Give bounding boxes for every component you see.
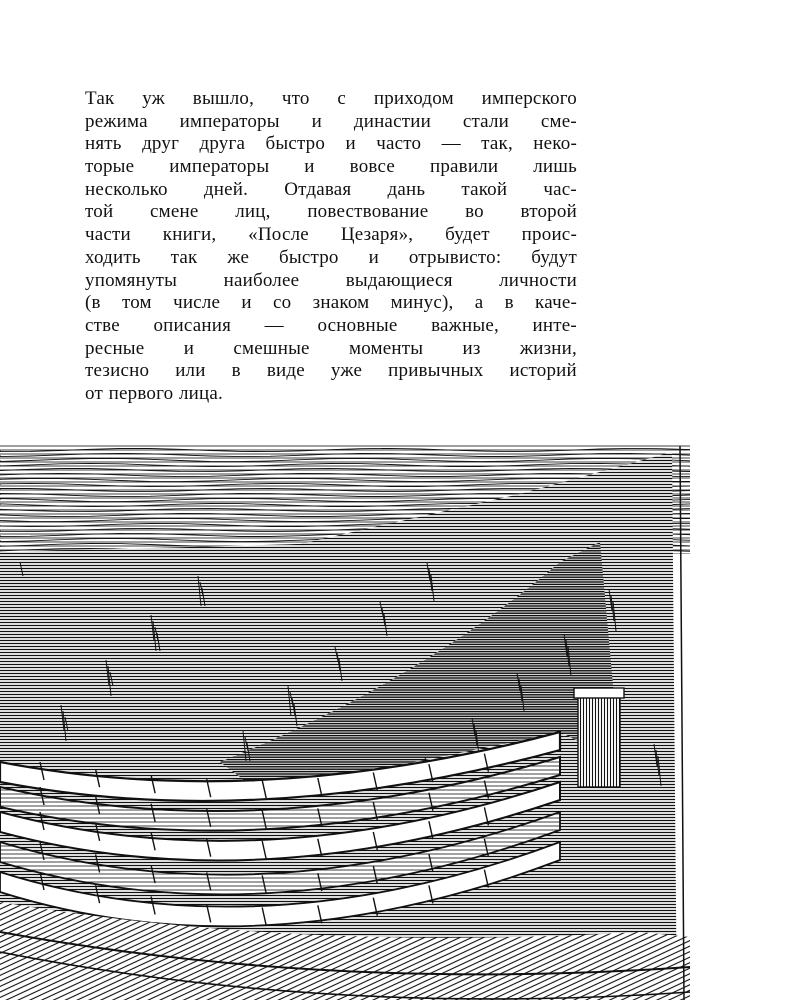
paragraph-word: знаком	[312, 292, 370, 314]
paragraph-word: друга	[199, 133, 246, 155]
paragraph-word: второй	[520, 201, 577, 223]
paragraph-word: правили	[429, 156, 499, 178]
paragraph-word: Цезаря»,	[340, 224, 414, 246]
paragraph-word: имперского	[481, 88, 577, 109]
paragraph-word: что	[281, 88, 310, 109]
paragraph-word: личности	[499, 269, 577, 291]
body-paragraph	[85, 88, 577, 406]
paragraph-word: приходом	[373, 88, 454, 109]
paragraph-word: вовсе	[349, 156, 395, 178]
paragraph-word: в	[231, 360, 241, 382]
paragraph-word: так	[170, 246, 198, 268]
paragraph-word: числе	[173, 292, 221, 314]
paragraph-word: уже	[330, 360, 363, 382]
paragraph-word: неко-	[533, 133, 577, 155]
paragraph-word: лица.	[179, 382, 224, 404]
paragraph-word: династии	[353, 110, 431, 132]
paragraph-line	[85, 360, 577, 383]
paragraph-word: и	[183, 337, 195, 359]
paragraph-word: описания	[153, 314, 232, 336]
paragraph-line	[85, 315, 577, 338]
paragraph-word: и	[345, 133, 356, 155]
paragraph-word: лишь	[533, 156, 577, 178]
paragraph-word: такой	[461, 178, 508, 200]
paragraph-word: смене	[150, 201, 199, 223]
paragraph-word: каче-	[535, 292, 577, 314]
engraving-pillar	[578, 692, 620, 787]
paragraph-word: и	[241, 292, 252, 314]
paragraph-word: важные,	[431, 314, 499, 336]
paragraph-word: в	[504, 292, 514, 314]
paragraph-word: нять	[85, 133, 122, 155]
paragraph-word: выдающиеся	[345, 269, 453, 291]
paragraph-word: стве	[85, 314, 120, 336]
paragraph-word: с	[337, 88, 347, 109]
paragraph-word: Отдавая	[284, 178, 352, 200]
paragraph-line	[85, 201, 577, 224]
engraving-ancient-theatre-ruins-icon	[0, 432, 690, 1000]
paragraph-word: от	[85, 382, 103, 404]
paragraph-line	[85, 88, 577, 111]
paragraph-word: привычных	[388, 360, 484, 382]
paragraph-word: торые	[85, 156, 135, 178]
paragraph-line	[85, 111, 577, 134]
paragraph-word: и	[311, 110, 322, 132]
paragraph-word: первого	[108, 382, 174, 404]
paragraph-word: упомянуты	[85, 269, 178, 291]
paragraph-word: и	[368, 246, 379, 268]
paragraph-word: сме-	[540, 110, 577, 132]
paragraph-word: той	[85, 201, 114, 223]
paragraph-word: инте-	[532, 314, 577, 336]
paragraph-line	[85, 179, 577, 202]
paragraph-word: во	[465, 201, 484, 223]
paragraph-word: лиц,	[235, 201, 271, 223]
paragraph-word: несколько	[85, 178, 168, 200]
paragraph-word: —	[264, 314, 284, 336]
paragraph-line	[85, 270, 577, 293]
paragraph-word: (в	[85, 292, 101, 314]
paragraph-word: минус),	[390, 292, 454, 314]
paragraph-word: том	[121, 292, 152, 314]
paragraph-word: вышло,	[192, 88, 255, 109]
paragraph-line	[85, 247, 577, 270]
paragraph-word: стали	[462, 110, 510, 132]
paragraph-word: моменты	[348, 337, 424, 359]
paragraph-line	[85, 338, 577, 361]
paragraph-word: будет	[445, 224, 490, 246]
paragraph-word: основные	[317, 314, 398, 336]
paragraph-line	[85, 133, 577, 156]
paragraph-word: часто	[376, 133, 422, 155]
paragraph-word: наиболее	[223, 269, 300, 291]
paragraph-word: дней.	[203, 178, 249, 200]
paragraph-word: историй	[509, 360, 577, 382]
paragraph-word: Так	[85, 88, 115, 109]
paragraph-word: части	[85, 224, 131, 246]
paragraph-word: час-	[543, 178, 577, 200]
paragraph-word: проис-	[521, 224, 577, 246]
paragraph-word: жизни,	[519, 337, 577, 359]
paragraph-word: императоры	[169, 156, 270, 178]
paragraph-word: императоры	[179, 110, 280, 132]
paragraph-word: виде	[266, 360, 305, 382]
paragraph-word: ходить	[85, 246, 141, 268]
paragraph-word: быстро	[265, 133, 326, 155]
paragraph-word: ресные	[85, 337, 145, 359]
paragraph-word: и	[304, 156, 315, 178]
paragraph-line	[85, 156, 577, 179]
engraving-pillar-cap	[574, 688, 624, 698]
paragraph-word: режима	[85, 110, 148, 132]
paragraph-word: уж	[142, 88, 165, 109]
paragraph-word: будут	[531, 246, 577, 268]
paragraph-word: повествование	[307, 201, 429, 223]
paragraph-word: книги,	[162, 224, 217, 246]
paragraph-word: смешные	[233, 337, 310, 359]
paragraph-word: тезисно	[85, 360, 150, 382]
paragraph-word: отрывисто:	[408, 246, 502, 268]
paragraph-word: дань	[387, 178, 426, 200]
paragraph-word: а	[474, 292, 484, 314]
paragraph-word: из	[462, 337, 481, 359]
paragraph-line	[85, 224, 577, 247]
paragraph-line	[85, 292, 577, 315]
paragraph-word: же	[227, 246, 250, 268]
paragraph-word: —	[441, 133, 461, 155]
paragraph-word: или	[175, 360, 206, 382]
paragraph-word: друг	[142, 133, 180, 155]
paragraph-line	[85, 383, 577, 406]
paragraph-word: «После	[248, 224, 309, 246]
paragraph-word: быстро	[279, 246, 339, 268]
paragraph-word: так,	[481, 133, 513, 155]
paragraph-word: со	[273, 292, 292, 314]
